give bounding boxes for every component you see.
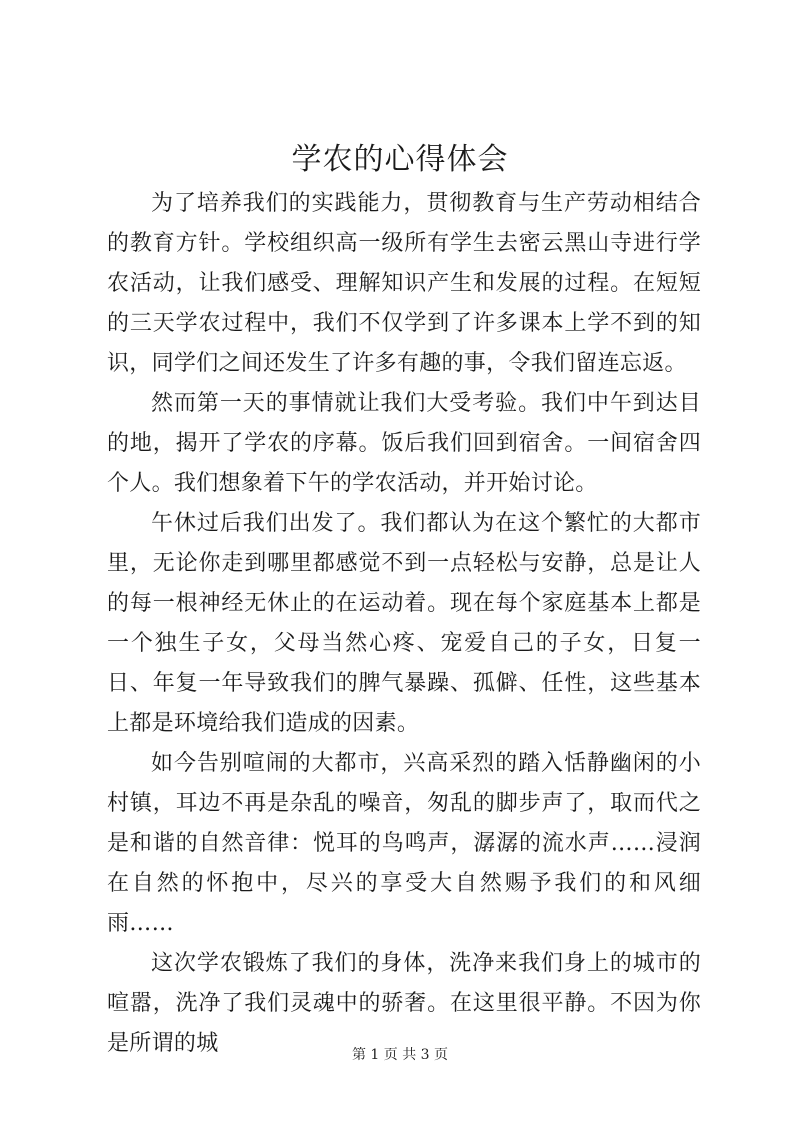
paragraph-1: 为了培养我们的实践能力，贯彻教育与生产劳动相结合的教育方针。学校组织高一级所有学生去密云黑山寺进行学农活动，让我们感受、理解知识产生和发展的过程。在短短的三天学农过程中，我们不仅学到了许多课本上学不到的知识，同学们之间还发生了许多有趣的事，令我们留连忘返。 [107,191,701,376]
paragraph-2: 然而第一天的事情就让我们大受考验。我们中午到达目的地，揭开了学农的序幕。饭后我们回到宿舍。一间宿舍四个人。我们想象着下午的学农活动，并开始讨论。 [107,391,701,496]
document-body [107,184,701,1064]
paragraph-5: 这次学农锻炼了我们的身体，洗净来我们身上的城市的喧嚣，洗净了我们灵魂中的骄奢。在这里很平静。不因为你是所谓的城 [107,951,701,1056]
document-title: 学农的心得体会 [291,142,509,177]
paragraph-3: 午休过后我们出发了。我们都认为在这个繁忙的大都市里，无论你走到哪里都感觉不到一点轻松与安静，总是让人的每一根神经无休止的在运动着。现在每个家庭基本上都是一个独生子女，父母当然心疼、宠爱自己的子女，日复一日、年复一年导致我们的脾气暴躁、孤僻、任性，这些基本上都是环境给我们造成的因素。 [107,511,701,736]
paragraph-4: 如今告别喧闹的大都市，兴高采烈的踏入恬静幽闲的小村镇，耳边不再是杂乱的噪音，匆乱的脚步声了，取而代之是和谐的自然音律：悦耳的鸟鸣声，潺潺的流水声……浸润在自然的怀抱中，尽兴的享受大自然赐予我们的和风细雨…… [107,751,701,936]
page-number-footer: 第 1 页 共 3 页 [351,1047,449,1063]
